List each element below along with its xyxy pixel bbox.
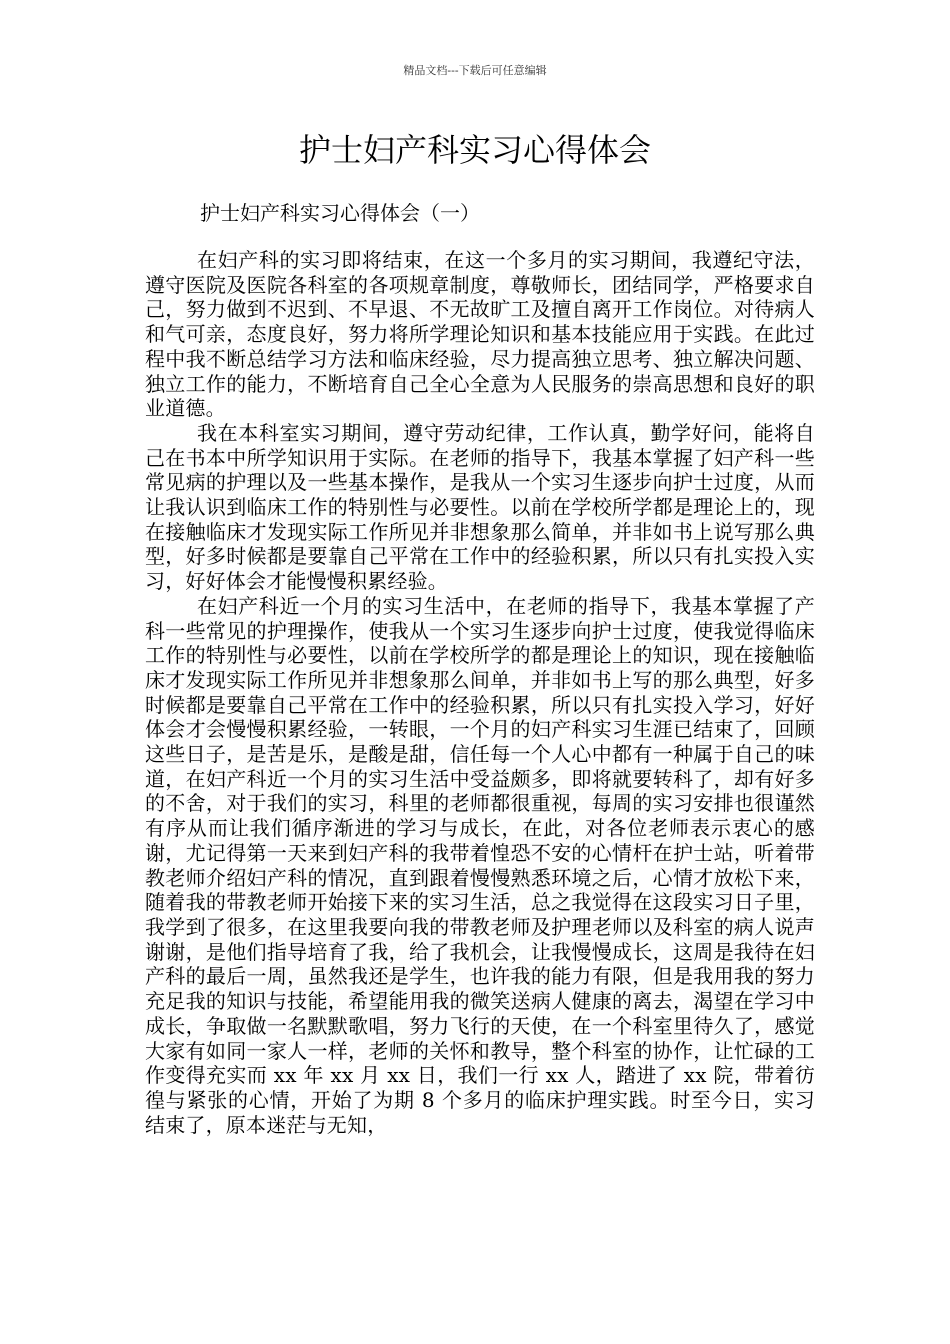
document-title: 护士妇产科实习心得体会 <box>298 131 651 169</box>
section-subtitle: 护士妇产科实习心得体会（一） <box>200 201 480 225</box>
paragraph-3: 在妇产科近一个月的实习生活中，在老师的指导下，我基本掌握了产科一些常见的护理操作，使我从一个实习生逐步向护士过度，使我觉得临床工作的特别性与必要性，以前在学校所学的都是理论上的知识，现在接触临床才发现实际工作所见并非想象那么间单，并非如书上写的那么典型，好多时候都是要靠自己平常在工作中的经验积累，所以只有扎实投入学习，好好体会才会慢慢积累经验，一转眼，一个月的妇产科实习生涯已结束了，回顾这些日子，是苦是乐，是酸是甜，信任每一个人心中都有一种属于自己的味道，在妇产科近一个月的实习生活中受益颇多，即将就要转科了，却有好多的不舍，对于我们的实习，科里的老师都很重视，每周的实习安排也很谨然有序从而让我们循序渐进的学习与成长，在此，对各位老师表示衷心的感谢，尤记得第一天来到妇产科的我带着惶恐不安的心情杆在护士站，听着带教老师介绍妇产科的情况，直到跟着慢慢熟悉环境之后，心情才放松下来，随着我的带教老师开始接下来的实习生活，总之我觉得在这段实习日子里，我学到了很多，在这里我要向我的带教老师及护理老师以及科室的病人说声谢谢，是他们指导培育了我，给了我机会，让我慢慢成长，这周是我待在妇产科的最后一周，虽然我还是学生，也许我的能力有限，但是我用我的努力充足我的知识与技能，希望能用我的微笑送病人健康的离去，渴望在学习中成长，争取做一名默默歌唱，努力飞行的天使，在一个科室里待久了，感觉大家有如同一家人一样，老师的关怀和教导，整个科室的协作，让忙碌的工作变得充实而 xx 年 xx 月 xx 日，我们一行 xx 人，踏进了 xx 院，带着彷徨与紧张的心情，开始了为期 8 个多月的临床护理实践。时至今日，实习结束了，原本迷茫与无知， <box>145 593 815 1137</box>
paragraph-1: 在妇产科的实习即将结束，在这一个多月的实习期间，我遵纪守法，遵守医院及医院各科室的各项规章制度，尊敬师长，团结同学，严格要求自己，努力做到不迟到、不早退、不无故旷工及擅自离开工作岗位。对待病人和气可亲，态度良好，努力将所学理论知识和基本技能应用于实践。在此过程中我不断总结学习方法和临床经验，尽力提高独立思考、独立解决问题、独立工作的能力，不断培育自己全心全意为人民服务的崇高思想和良好的职业道德。 <box>145 248 815 421</box>
header-note: 精品文档---下载后可任意编辑 <box>403 64 547 77</box>
document-body <box>145 248 815 1137</box>
paragraph-2: 我在本科室实习期间，遵守劳动纪律，工作认真，勤学好问，能将自己在书本中所学知识用于实际。在老师的指导下，我基本掌握了妇产科一些常见病的护理以及一些基本操作，是我从一个实习生逐步向护士过度，从而让我认识到临床工作的特别性与必要性。以前在学校所学都是理论上的，现在接触临床才发现实际工作所见并非想象那么简单，并非如书上说写那么典型，好多时候都是要靠自己平常在工作中的经验积累，所以只有扎实投入实习，好好体会才能慢慢积累经验。 <box>145 420 815 594</box>
